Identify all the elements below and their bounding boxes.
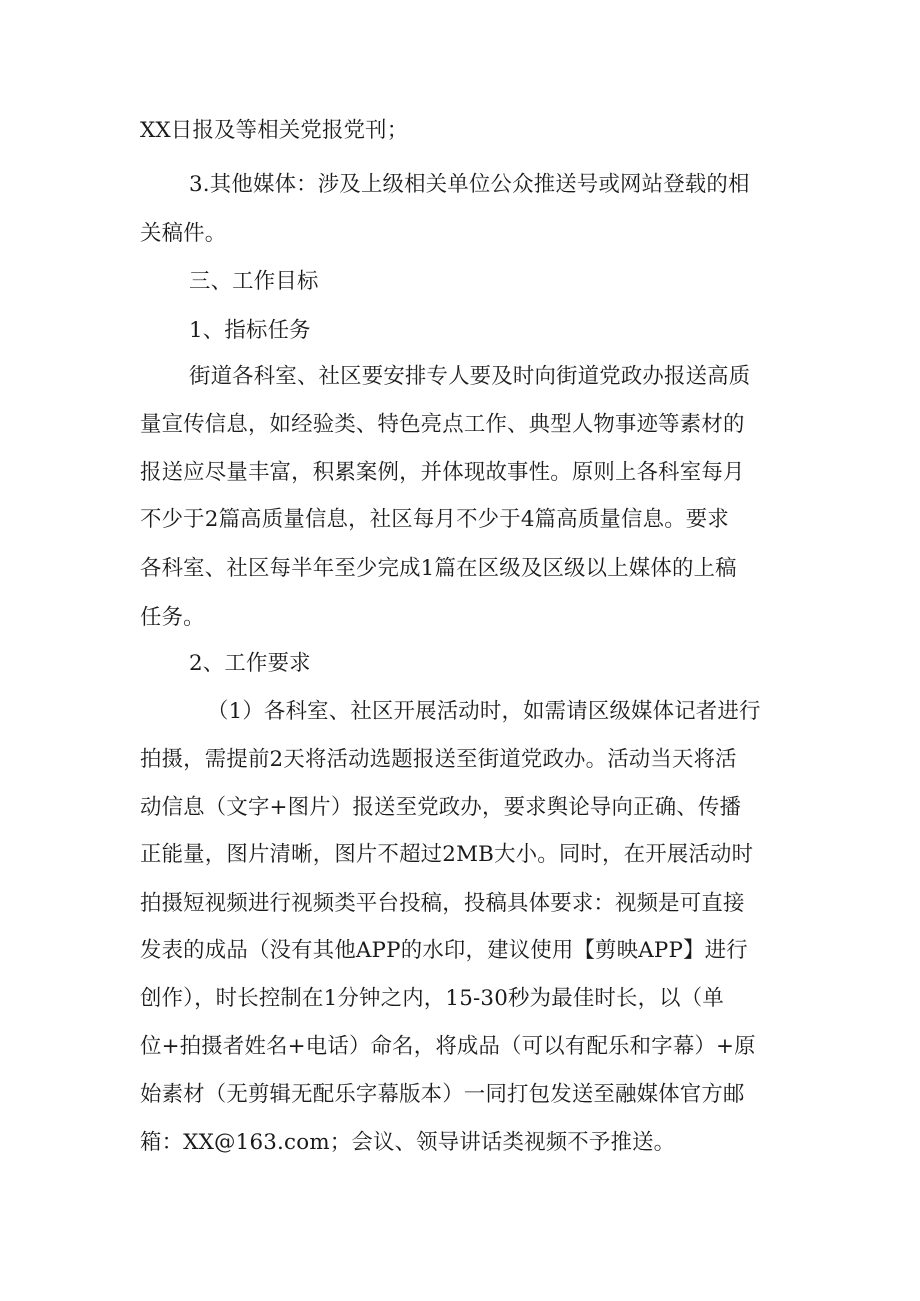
text-line: 始素材（无剪辑无配乐字幕版本）一同打包发送至融媒体官方邮 [140, 1082, 745, 1107]
subsection-heading: 1、指标任务 [189, 318, 311, 343]
text-line: 不少于2篇高质量信息，社区每月不少于4篇高质量信息。要求 [140, 507, 729, 532]
text-line: 街道各科室、社区要安排专人要及时向街道党政办报送高质 [189, 364, 751, 389]
text-line: 箱：XX@163.com；会议、领导讲话类视频不予推送。 [140, 1130, 676, 1155]
text-line: 动信息（文字+图片）报送至党政办，要求舆论导向正确、传播 [140, 795, 742, 820]
text-line: 发表的成品（没有其他APP的水印，建议使用【剪映APP】进行 [140, 938, 748, 963]
text-line: 位+拍摄者姓名+电话）命名，将成品（可以有配乐和字幕）+原 [140, 1034, 756, 1059]
text-line: XX日报及等相关党报党刊； [140, 118, 409, 143]
text-line: 各科室、社区每半年至少完成1篇在区级及区级以上媒体的上稿 [140, 556, 737, 581]
section-heading: 三、工作目标 [189, 269, 319, 294]
text-line: 3.其他媒体：涉及上级相关单位公众推送号或网站登载的相 [189, 172, 750, 197]
text-line: 创作），时长控制在1分钟之内，15-30秒为最佳时长，以（单 [140, 986, 724, 1011]
text-line: 关稿件。 [140, 221, 227, 246]
text-line: 拍摄，需提前2天将活动选题报送至街道党政办。活动当天将活 [140, 747, 737, 772]
subsection-heading: 2、工作要求 [189, 651, 311, 676]
text-line: 拍摄短视频进行视频类平台投稿，投稿具体要求：视频是可直接 [140, 891, 745, 916]
text-line: 正能量，图片清晰，图片不超过2MB大小。同时，在开展活动时 [140, 842, 754, 867]
text-line: 任务。 [140, 605, 205, 630]
text-line: （1）各科室、社区开展活动时，如需请区级媒体记者进行 [207, 699, 761, 724]
text-line: 量宣传信息，如经验类、特色亮点工作、典型人物事迹等素材的 [140, 412, 745, 437]
text-line: 报送应尽量丰富，积累案例，并体现故事性。原则上各科室每月 [140, 460, 745, 485]
